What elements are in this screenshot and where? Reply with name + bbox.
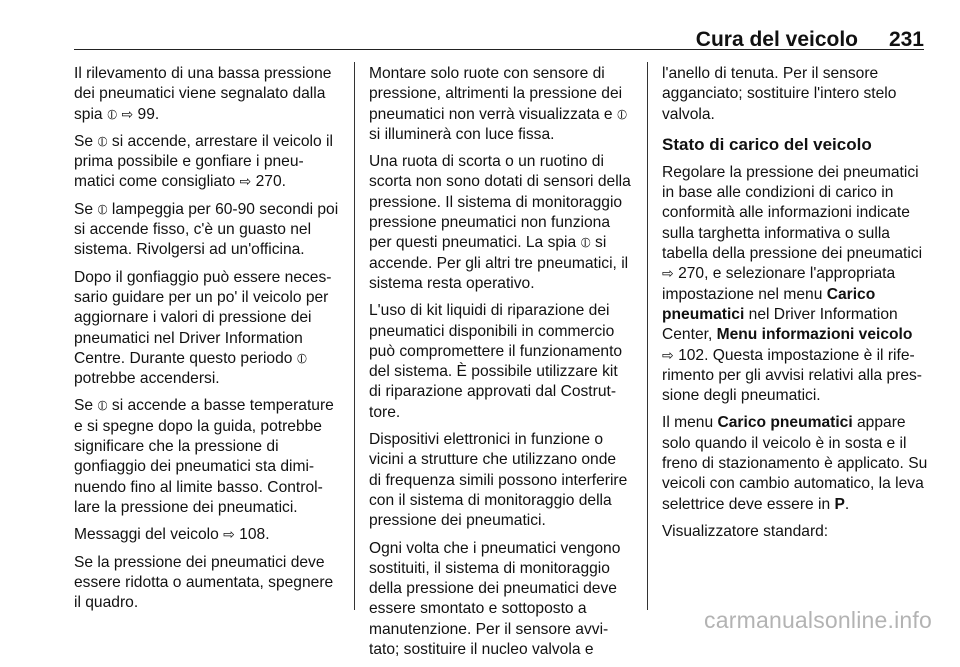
- column-1: [74, 64, 340, 620]
- section-title: Cura del veicolo: [695, 28, 858, 51]
- watermark: carmanualsonline.info: [704, 607, 932, 633]
- column-2: [369, 64, 632, 667]
- page-reference: 108.: [239, 526, 270, 544]
- paragraph: L'uso di kit liquidi di riparazione dei pneumatici disponibili in commercio può compromettere il funzionamento del sistema. È possibile utilizzare kit di riparazione approvati dal Costrut-tore.: [369, 302, 623, 421]
- column-divider: [354, 62, 355, 610]
- paragraph: Messaggi del veicolo ⇨ 108.: [74, 525, 340, 545]
- menu-name: Menu informazioni veicolo: [716, 326, 913, 344]
- page-reference-arrow-icon: ⇨: [662, 266, 674, 283]
- paragraph: Ogni volta che i pneumatici vengono sostituiti, il sistema di monitoraggio della pressione dei pneumatici deve essere smontato e sottoposto a manutenzione. Per il sensore avvi-tato; sostituire il nucleo valvola e: [369, 539, 621, 659]
- tpms-warning-icon: ⦶: [97, 133, 108, 150]
- paragraph: Se ⦶ si accende a basse temperature e si spegne dopo la guida, potrebbe significare che la pressione di gonfiaggio dei pneumatici sta dimi-nuendo fino al limite basso. Control-lare la pressione dei pneumatici.: [74, 397, 334, 516]
- header-rule: [74, 49, 924, 50]
- tpms-warning-icon: ⦶: [97, 201, 108, 218]
- tpms-warning-icon: ⦶: [616, 106, 628, 123]
- menu-name: Carico pneumatici: [717, 414, 853, 432]
- paragraph: Regolare la pressione dei pneumatici in base alle condizioni di carico in conformità alle informazioni indicate sulla targhetta informativa o sulla tabella della pressione dei pneumatici ⇨ 270, e selezionare l'appropriata impostazione nel menu Carico pneumatici nel Driver Information Center, Menu informazioni veicolo ⇨ 102. Questa impostazione è il rife-rimento per gli avvisi relativi alla pres-sione degli pneumatici.: [662, 163, 923, 405]
- column-divider: [647, 62, 648, 610]
- paragraph: Dopo il gonfiaggio può essere neces-sario guidare per un po' il veicolo per aggiornare i valori di pressione dei pneumatici nel Driver Information Centre. Durante questo periodo ⦶ potrebbe accendersi.: [74, 268, 332, 388]
- tpms-warning-icon: ⦶: [106, 106, 118, 123]
- paragraph: l'anello di tenuta. Per il sensore agganciato; sostituire l'intero stelo valvola.: [662, 65, 897, 123]
- page-reference-arrow-icon: ⇨: [662, 347, 674, 364]
- gear-position: P: [834, 495, 845, 513]
- page-number: 231: [888, 28, 924, 51]
- page-reference-arrow-icon: ⇨: [239, 174, 252, 191]
- page-reference-arrow-icon: ⇨: [223, 527, 235, 544]
- tpms-warning-icon: ⦶: [580, 235, 591, 252]
- column-3: [662, 64, 928, 549]
- page-reference: 270.: [255, 173, 286, 191]
- page-reference: 99.: [137, 105, 160, 123]
- tpms-warning-icon: ⦶: [296, 350, 307, 367]
- page-header: [0, 24, 960, 56]
- paragraph: Una ruota di scorta o un ruotino di scorta non sono dotati di sensori della pressione. Il sistema di monitoraggio pressione pneumatici non funziona per questi pneumatici. La spia ⦶ si accende. Per gli altri tre pneumatici, il sistema resta operativo.: [369, 153, 631, 292]
- menu-name: Carico pneumatici: [662, 285, 876, 323]
- page-reference-arrow-icon: ⇨: [121, 106, 134, 123]
- paragraph: Montare solo ruote con sensore di pressione, altrimenti la pressione dei pneumatici non verrà visualizzata e ⦶ si illuminerà con luce fissa.: [369, 65, 628, 143]
- paragraph: Il menu Carico pneumatici appare solo quando il veicolo è in sosta e il freno di stazionamento è applicato. Su veicoli con cambio automatico, la leva selettrice deve essere in P.: [662, 414, 928, 513]
- tpms-warning-icon: ⦶: [97, 398, 108, 415]
- paragraph: Il rilevamento di una bassa pressione dei pneumatici viene segnalato dalla spia ⦶ ⇨ 99.: [74, 64, 340, 125]
- paragraph: Dispositivi elettronici in funzione o vicini a strutture che utilizzano onde di frequenza simili possono interferire con il sistema di monitoraggio della pressione dei pneumatici.: [369, 431, 628, 530]
- paragraph: Se la pressione dei pneumatici deve essere ridotta o aumentata, spegnere il quadro.: [74, 553, 334, 612]
- section-heading: Stato di carico del veicolo: [662, 134, 872, 154]
- paragraph: Se ⦶ si accende, arrestare il veicolo il prima possibile e gonfiare i pneu-matici come consigliato ⇨ 270.: [74, 132, 340, 193]
- paragraph: Visualizzatore standard:: [662, 522, 829, 540]
- paragraph: Se ⦶ lampeggia per 60-90 secondi poi si accende fisso, c'è un guasto nel sistema. Rivolgersi ad un'officina.: [74, 200, 339, 259]
